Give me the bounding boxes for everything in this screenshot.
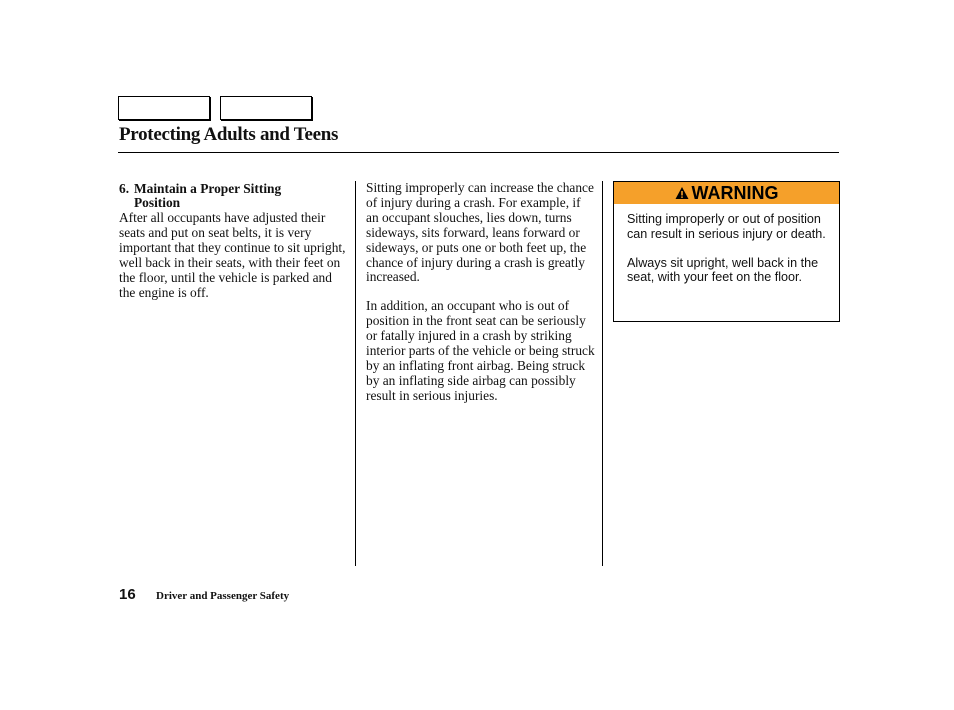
page-title: Protecting Adults and Teens (119, 124, 339, 145)
heading-line-1: Maintain a Proper Sitting (134, 181, 282, 196)
warning-triangle-icon (675, 186, 689, 200)
heading-text (134, 182, 281, 210)
warning-header (614, 182, 839, 204)
heading-number: 6. (119, 181, 130, 196)
warning-box (613, 181, 840, 322)
warning-paragraph-2: Always sit upright, well back in the seat, with your feet on the floor. (627, 255, 819, 285)
heading-line-2: Position (134, 195, 181, 210)
column-1 (119, 182, 347, 300)
section-heading (119, 182, 347, 210)
footer-section-title: Driver and Passenger Safety (156, 590, 290, 602)
title-divider (118, 152, 839, 153)
column-2-paragraph-2: In addition, an occupant who is out of position in the front seat can be seriously or fatally injured in a crash by striking interior parts of the vehicle or being struck by an inflating front airbag. Being struck by an inflating side airbag can possibly result in serious injuries. (366, 298, 595, 403)
column-divider-1 (355, 181, 356, 566)
column-2-paragraph-1: Sitting improperly can increase the chance of injury during a crash. For example, if an occupant slouches, lies down, turns sideways, sits forward, leans forward or sideways, or puts one or both feet up, the chance of injury during a crash is greatly increased. (366, 180, 594, 285)
nav-tab-1[interactable] (118, 96, 210, 120)
warning-body (614, 204, 839, 285)
column-divider-2 (602, 181, 603, 566)
column-1-paragraph: After all occupants have adjusted their seats and put on seat belts, it is very important that they continue to sit upright, well back in their seats, with their feet on the floor, until the vehicle is parked and the engine is off. (119, 210, 346, 300)
warning-paragraph-1: Sitting improperly or out of position can result in serious injury or death. (627, 212, 826, 241)
page-number: 16 (119, 586, 136, 603)
warning-label: WARNING (691, 182, 779, 203)
nav-tab-2[interactable] (220, 96, 312, 120)
column-2 (366, 181, 596, 418)
